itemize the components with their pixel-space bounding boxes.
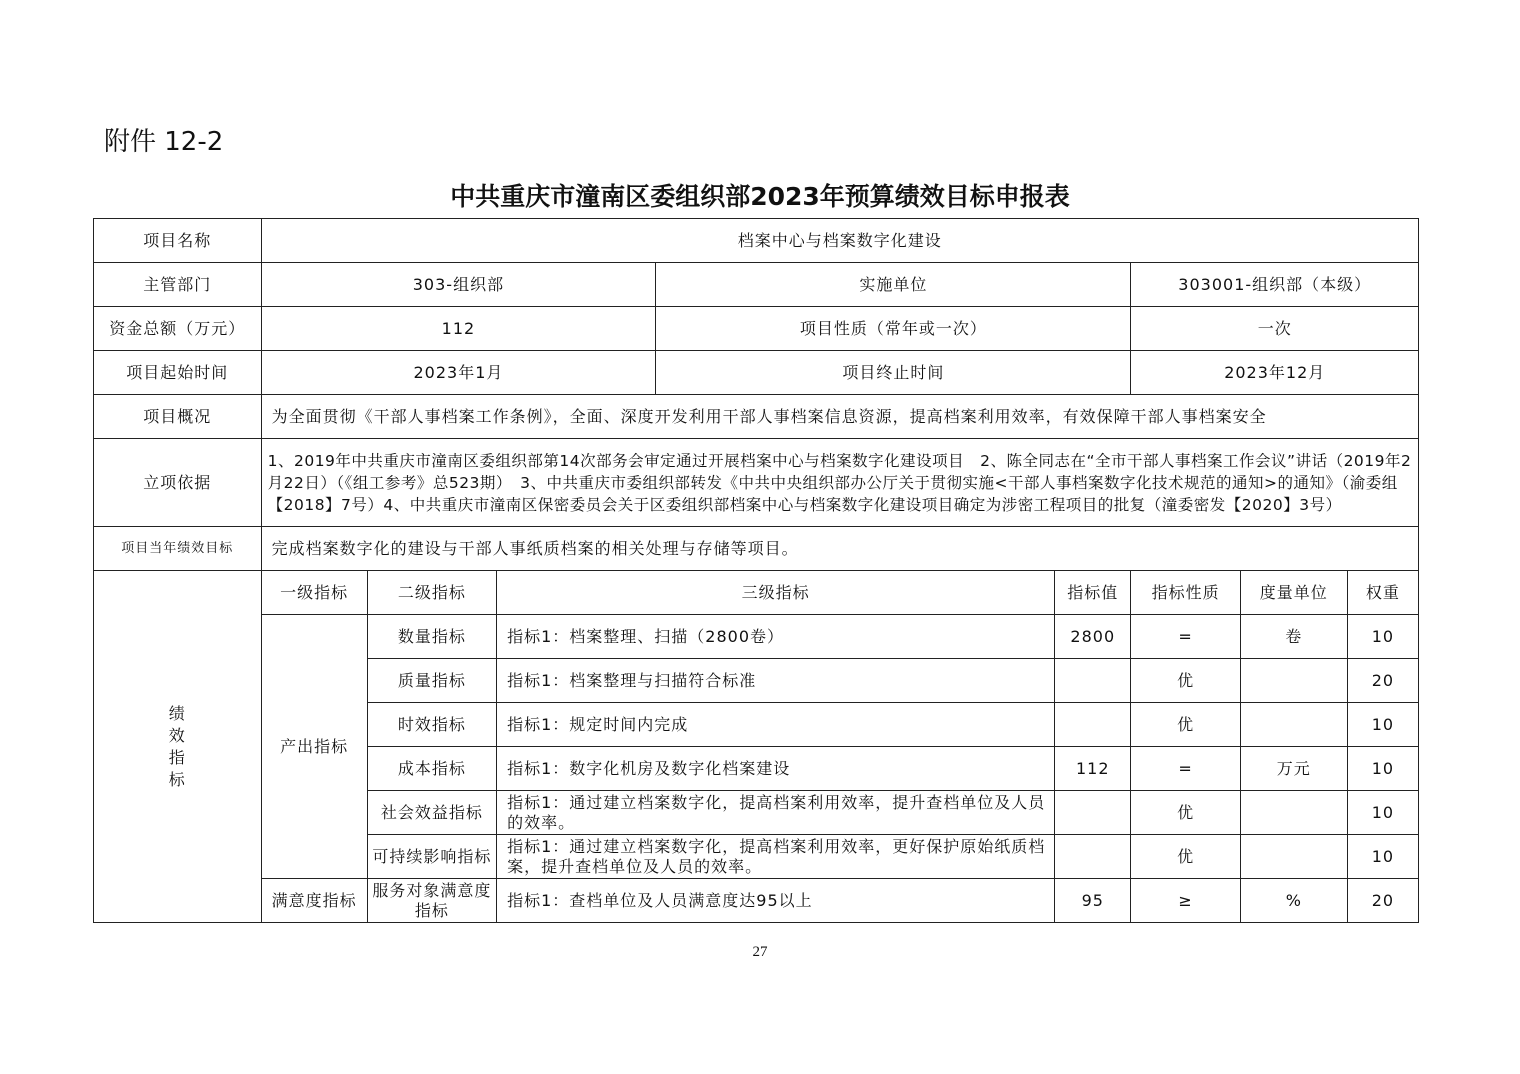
unit-cell [1240,659,1347,703]
level2-cell: 数量指标 [367,615,496,659]
header-value: 指标值 [1055,571,1131,615]
start-value: 2023年1月 [261,351,656,395]
end-value: 2023年12月 [1131,351,1419,395]
level2-cell: 可持续影响指标 [367,835,496,879]
level3-cell: 指标1：通过建立档案数字化，提高档案利用效率，更好保护原始纸质档案，提升查档单位及人员的效率。 [497,835,1055,879]
nature-cell: = [1131,747,1240,791]
weight-cell: 20 [1347,879,1418,923]
unit-cell [1240,835,1347,879]
end-label: 项目终止时间 [656,351,1131,395]
weight-cell: 10 [1347,791,1418,835]
header-nature: 指标性质 [1131,571,1240,615]
value-cell: 112 [1055,747,1131,791]
basis-value: 1、2019年中共重庆市潼南区委组织部第14次部务会审定通过开展档案中心与档案数字化建设项目 2、陈全同志在“全市干部人事档案工作会议”讲话（2019年2月22日）（《组工参考》总523期） 3、中共重庆市委组织部转发《中共中央组织部办公厅关于贯彻实施<干部人事档案数字化技术规范的通知>的通知》（渝委组【2018】7号）4、中共重庆市潼南区保密委员会关于区委组织部档案中心与档案数字化建设项目确定为涉密工程项目的批复（潼委密发【2020】3号） [261,439,1418,527]
level2-cell: 社会效益指标 [367,791,496,835]
satisfaction-indicator-label: 满意度指标 [261,879,367,923]
dept-label: 主管部门 [94,263,262,307]
row-dept [94,263,1419,307]
goal-label: 项目当年绩效目标 [94,527,262,571]
page-number: 27 [752,944,768,960]
output-indicator-label: 产出指标 [261,615,367,879]
indicator-row [94,879,1419,923]
weight-cell: 10 [1347,615,1418,659]
nature-cell: 优 [1131,659,1240,703]
weight-cell: 20 [1347,659,1418,703]
level3-cell: 指标1：查档单位及人员满意度达95以上 [497,879,1055,923]
header-weight: 权重 [1347,571,1418,615]
nature-cell: = [1131,615,1240,659]
unit-cell: % [1240,879,1347,923]
unit-cell: 卷 [1240,615,1347,659]
row-project-name [94,219,1419,263]
row-basis [94,439,1419,527]
project-name-value: 档案中心与档案数字化建设 [261,219,1418,263]
value-cell [1055,791,1131,835]
level2-cell: 服务对象满意度指标 [367,879,496,923]
impl-unit-value: 303001-组织部（本级） [1131,263,1419,307]
level2-cell: 质量指标 [367,659,496,703]
nature-cell: 优 [1131,791,1240,835]
value-cell: 95 [1055,879,1131,923]
performance-target-table [93,218,1419,923]
nature-value: 一次 [1131,307,1419,351]
header-level1: 一级指标 [261,571,367,615]
unit-cell [1240,791,1347,835]
nature-cell: 优 [1131,703,1240,747]
header-level3: 三级指标 [497,571,1055,615]
indicators-label-text: 绩 效 指 标 [168,703,186,789]
value-cell: 2800 [1055,615,1131,659]
overview-label: 项目概况 [94,395,262,439]
start-label: 项目起始时间 [94,351,262,395]
overview-value: 为全面贯彻《干部人事档案工作条例》，全面、深度开发利用干部人事档案信息资源，提高档案利用效率，有效保障干部人事档案安全 [261,395,1418,439]
level3-cell: 指标1：通过建立档案数字化，提高档案利用效率，提升查档单位及人员的效率。 [497,791,1055,835]
header-unit: 度量单位 [1240,571,1347,615]
document-title: 中共重庆市潼南区委组织部2023年预算绩效目标申报表 [450,182,1070,211]
goal-value: 完成档案数字化的建设与干部人事纸质档案的相关处理与存储等项目。 [261,527,1418,571]
level2-cell: 时效指标 [367,703,496,747]
nature-cell: 优 [1131,835,1240,879]
level3-cell: 指标1：档案整理、扫描（2800卷） [497,615,1055,659]
value-cell [1055,835,1131,879]
indicator-row [94,615,1419,659]
dept-value: 303-组织部 [261,263,656,307]
row-goal [94,527,1419,571]
project-name-label: 项目名称 [94,219,262,263]
unit-cell: 万元 [1240,747,1347,791]
row-funds [94,307,1419,351]
weight-cell: 10 [1347,747,1418,791]
indicators-label [94,571,262,923]
row-overview [94,395,1419,439]
funds-value: 112 [261,307,656,351]
weight-cell: 10 [1347,703,1418,747]
nature-label: 项目性质（常年或一次） [656,307,1131,351]
basis-label: 立项依据 [94,439,262,527]
level3-cell: 指标1：档案整理与扫描符合标准 [497,659,1055,703]
level2-cell: 成本指标 [367,747,496,791]
level3-cell: 指标1：数字化机房及数字化档案建设 [497,747,1055,791]
unit-cell [1240,703,1347,747]
value-cell [1055,703,1131,747]
attachment-label: 附件 12-2 [104,127,224,157]
row-time [94,351,1419,395]
indicator-header-row [94,571,1419,615]
impl-unit-label: 实施单位 [656,263,1131,307]
weight-cell: 10 [1347,835,1418,879]
header-level2: 二级指标 [367,571,496,615]
nature-cell: ≥ [1131,879,1240,923]
funds-label: 资金总额（万元） [94,307,262,351]
value-cell [1055,659,1131,703]
level3-cell: 指标1：规定时间内完成 [497,703,1055,747]
